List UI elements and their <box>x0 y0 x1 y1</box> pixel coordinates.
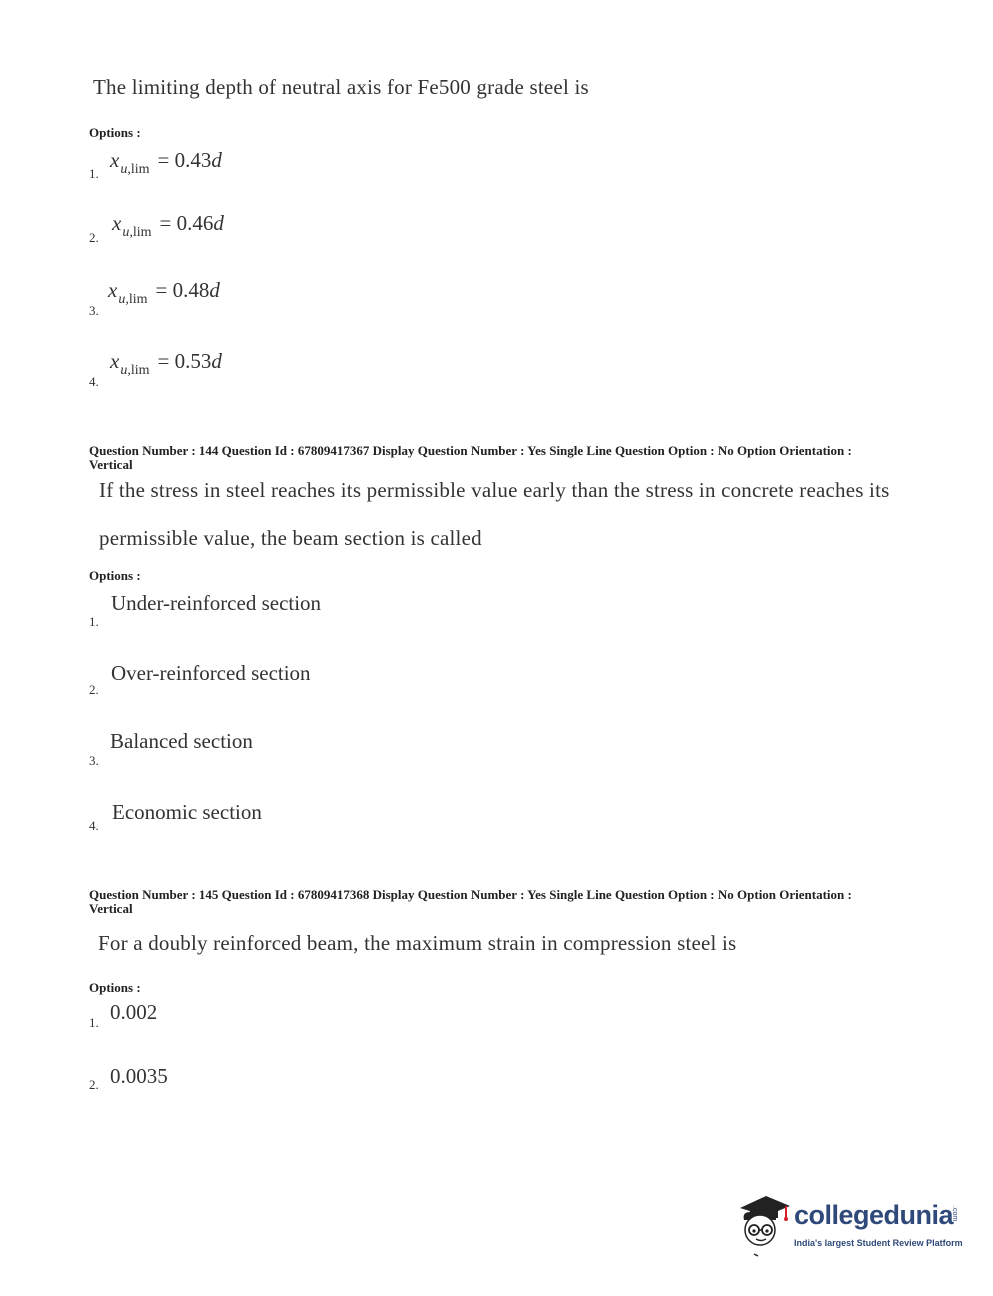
option-text: 0.002 <box>110 1000 158 1024</box>
option-text: Over-reinforced section <box>111 661 311 685</box>
option-formula: $x_{u,lim} = 0.43d$ <box>110 148 222 177</box>
question-text-line-1: If the stress in steel reaches its permissible value early than the stress in concrete reaches its <box>99 478 890 502</box>
option-number: 2. <box>89 1077 99 1092</box>
options-label: Options : <box>89 568 141 583</box>
option-formula: $x_{u,lim} = 0.53d$ <box>110 349 222 378</box>
option-number: 1. <box>89 1015 99 1030</box>
question-meta: Question Number : 145 Question Id : 67809417368 Display Question Number : Yes Single Line Question Option : No Option Orientation : Vertical <box>89 887 852 916</box>
options-label: Options : <box>89 980 141 995</box>
option-number: 3. <box>89 753 99 768</box>
options-label: Options : <box>89 125 141 140</box>
collegedunia-logo <box>736 1190 966 1260</box>
option-number: 3. <box>89 303 99 318</box>
option-text: Economic section <box>112 800 262 824</box>
question-text: For a doubly reinforced beam, the maximum strain in compression steel is <box>98 931 737 955</box>
question-meta: Question Number : 144 Question Id : 67809417367 Display Question Number : Yes Single Line Question Option : No Option Orientation : Vertical <box>89 443 852 472</box>
option-formula: $x_{u,lim} = 0.48d$ <box>108 278 220 307</box>
logo-domain: .com <box>951 1206 958 1222</box>
mascot-graduation-cap-icon <box>736 1190 794 1260</box>
option-number: 1. <box>89 614 99 629</box>
option-number: 2. <box>89 682 99 697</box>
option-number: 4. <box>89 818 99 833</box>
option-formula: $x_{u,lim} = 0.46d$ <box>112 211 224 240</box>
option-text: 0.0035 <box>110 1064 168 1088</box>
option-text: Under-reinforced section <box>111 591 322 615</box>
question-text-line-2: permissible value, the beam section is called <box>99 526 482 550</box>
logo-name: collegedunia <box>794 1200 954 1230</box>
logo-tagline: India's largest Student Review Platform <box>794 1238 963 1248</box>
option-text: Balanced section <box>110 729 253 753</box>
option-number: 2. <box>89 230 99 245</box>
option-number: 1. <box>89 166 99 181</box>
option-number: 4. <box>89 374 99 389</box>
question-text: The limiting depth of neutral axis for Fe500 grade steel is <box>93 75 589 99</box>
